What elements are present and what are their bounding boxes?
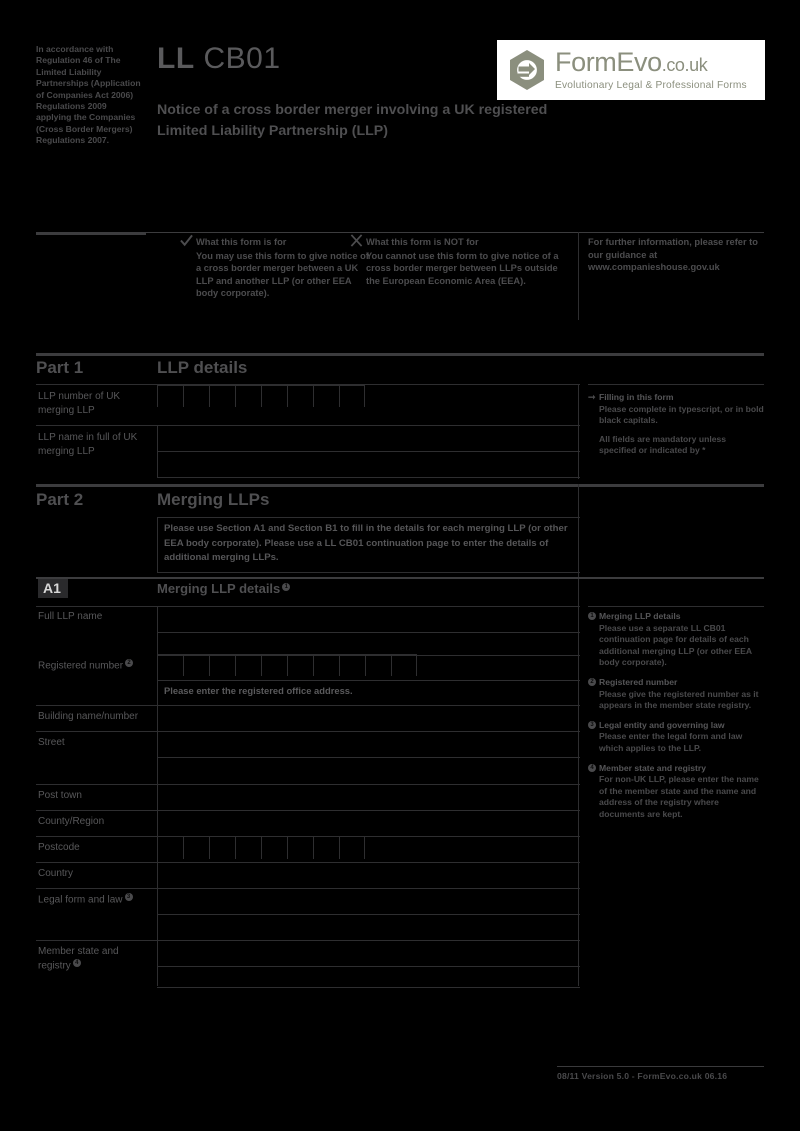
part2-label: Part 2 [36, 490, 84, 509]
llp-number-box[interactable] [261, 385, 287, 407]
field-label-building: Building name/number [38, 711, 139, 722]
part1-row2-rule [36, 425, 580, 426]
side-note-body: For non-UK LLP, please enter the name of the member state and the name and address of the registry where documents are kept. [599, 774, 759, 819]
arrow-right-icon: ➞ [588, 392, 596, 402]
footnote-number-1: 1 [588, 612, 596, 620]
field-label-registered-number: Registered number 2 [38, 659, 133, 673]
field-label-llp-name: LLP name in full of UK merging LLP [38, 432, 138, 457]
llp-number-box[interactable] [313, 385, 339, 407]
logo-tld: .co.uk [661, 55, 708, 75]
postcode-box[interactable] [261, 837, 287, 859]
registered-number-box[interactable] [235, 654, 261, 676]
footnote-marker-1: 1 [282, 583, 290, 591]
side-note-legal-entity [588, 720, 764, 755]
field-label-country: Country [38, 868, 74, 879]
field-label-llp-number: LLP number of UK merging LLP [38, 391, 121, 416]
full-llp-name-line-1[interactable] [157, 632, 580, 633]
part2-instruction-left-rule [157, 517, 158, 573]
section-tag-a1: A1 [38, 579, 68, 598]
registered-number-box[interactable] [157, 654, 183, 676]
part2-instruction-top-rule [157, 517, 580, 518]
logo-wordmark [555, 48, 747, 79]
a1-side-notes [588, 611, 764, 829]
part2-side-divider [578, 484, 579, 580]
info-what-for [196, 236, 372, 300]
info-what-not-for [366, 236, 566, 287]
postcode-box[interactable] [157, 837, 183, 859]
footnote-number-3: 3 [588, 721, 596, 729]
a1-row-posttown-rule [36, 784, 580, 785]
llp-number-box[interactable] [183, 385, 209, 407]
footnote-marker-4: 4 [73, 959, 81, 967]
side-note-merging-llp-details [588, 611, 764, 669]
side-note-filling-in [588, 392, 764, 457]
side-note-body2: All fields are mandatory unless specified or indicated by * [599, 433, 727, 456]
llp-name-line-2[interactable] [157, 477, 580, 478]
legal-form-line-2[interactable] [157, 914, 580, 915]
formevo-hexagon-icon [505, 48, 549, 92]
info-band-accent-rule [36, 232, 146, 235]
logo-tagline: Evolutionary Legal & Professional Forms [555, 80, 747, 91]
street-line-2[interactable] [157, 757, 580, 758]
a1-row-county-rule [36, 810, 580, 811]
part1-side-note [588, 392, 764, 465]
part2-instruction: Please use Section A1 and Section B1 to fill in the details for each merging LLP (or other EEA body corporate). Please use a LL CB01 continuation page to enter the details of additional merging LLPs. [164, 523, 568, 563]
registered-number-box[interactable] [287, 654, 313, 676]
field-label-county-region: County/Region [38, 816, 105, 827]
part2-title: Merging LLPs [157, 490, 270, 509]
llp-name-line-1[interactable] [157, 451, 580, 452]
field-label-postcode: Postcode [38, 842, 80, 853]
side-note-heading: Merging LLP details [599, 611, 681, 621]
postcode-box[interactable] [339, 837, 365, 859]
part2-instruction-bottom-rule [157, 572, 580, 573]
logo-name: FormEvo [555, 47, 662, 77]
registered-number-box[interactable] [365, 654, 391, 676]
page-title: Notice of a cross border merger involving a UK registered Limited Liability Partnership (LLP) [157, 102, 548, 139]
side-note-heading: Filling in this form [599, 392, 674, 402]
footnote-marker-2: 2 [125, 659, 133, 667]
form-code-number: CB01 [203, 42, 281, 75]
accordance-note: In accordance with Regulation 46 of The Limited Liability Partnerships (Application of Companies Act 2006) Regulations 2009 applying the Companies (Cross Border Mergers) Regulations 2007. [36, 44, 141, 146]
info-what-not-for-heading: What this form is NOT for [366, 237, 479, 247]
a1-side-rule [588, 606, 764, 607]
a1-side-divider [578, 580, 579, 986]
footnote-number-2: 2 [588, 678, 596, 686]
tick-icon [180, 234, 193, 247]
postcode-box[interactable] [287, 837, 313, 859]
llp-number-boxes[interactable] [157, 385, 365, 407]
info-what-for-heading: What this form is for [196, 237, 287, 247]
registered-number-box[interactable] [183, 654, 209, 676]
postcode-box[interactable] [209, 837, 235, 859]
field-label-legal-form: Legal form and law 3 [38, 893, 150, 907]
cross-icon [350, 234, 363, 247]
llp-number-box[interactable] [209, 385, 235, 407]
logo-text-group [555, 48, 747, 92]
part1-side-divider [578, 384, 579, 479]
registered-number-box[interactable] [209, 654, 235, 676]
part1-title: LLP details [157, 358, 248, 377]
registered-number-box[interactable] [391, 654, 417, 676]
postcode-boxes[interactable] [157, 837, 365, 859]
part1-top-rule [36, 353, 764, 356]
registered-number-box[interactable] [339, 654, 365, 676]
side-note-heading: Member state and registry [599, 762, 706, 773]
registered-number-box[interactable] [261, 654, 287, 676]
side-note-body: Please enter the legal form and law which applies to the LLP. [599, 731, 743, 753]
info-further-information [588, 236, 768, 274]
postcode-box[interactable] [235, 837, 261, 859]
part1-side-rule [588, 384, 764, 385]
a1-row-memberstate-rule [36, 940, 580, 941]
llp-number-box[interactable] [235, 385, 261, 407]
side-note-body: Please use a separate LL CB01 continuation page for details of each additional merging LLP (or other EEA body corporate). [599, 622, 752, 668]
side-note-body: Please give the registered number as it appears in the member state registry. [599, 688, 759, 711]
field-label-member-state: Member state and registry 4 [38, 946, 119, 971]
side-note-body: Please complete in typescript, or in bold black capitals. [599, 403, 764, 426]
a1-row-country-rule [36, 862, 580, 863]
side-note-heading: Legal entity and governing law [599, 719, 725, 730]
a1-row-fullname-rule [36, 606, 580, 607]
registered-number-box[interactable] [313, 654, 339, 676]
info-further-body: For further information, please refer to our guidance at www.companieshouse.gov.uk [588, 237, 758, 273]
postcode-box[interactable] [183, 837, 209, 859]
part2-top-rule [36, 484, 764, 487]
a1-row-legalform-rule [36, 888, 580, 889]
side-note-member-state [588, 763, 764, 821]
footer-rule [557, 1066, 764, 1067]
side-note-heading: Registered number [599, 676, 678, 687]
side-note-registered-number [588, 677, 764, 712]
footer-text: 08/11 Version 5.0 - FormEvo.co.uk 06.16 [557, 1071, 728, 1081]
field-label-full-llp-name: Full LLP name [38, 611, 103, 622]
member-state-line-3[interactable] [157, 987, 580, 988]
info-band-divider [578, 232, 579, 320]
form-code [157, 42, 281, 76]
a1-row-building-rule [36, 705, 580, 706]
formevo-logo [497, 40, 765, 100]
member-state-line-2[interactable] [157, 966, 580, 967]
postcode-box[interactable] [313, 837, 339, 859]
registered-number-boxes[interactable] [157, 654, 417, 676]
llp-number-box[interactable] [157, 385, 183, 407]
address-hint-top-rule [157, 680, 580, 681]
llp-number-box[interactable] [339, 385, 365, 407]
info-what-for-body: You may use this form to give notice of a cross border merger between a UK LLP and another LLP (or other EEA body corporate). [196, 250, 369, 299]
footnote-number-4: 4 [588, 764, 596, 772]
a1-top-rule [36, 577, 764, 579]
a1-row-street-rule [36, 731, 580, 732]
address-hint: Please enter the registered office address. [164, 685, 353, 696]
llp-number-box[interactable] [287, 385, 313, 407]
field-label-post-town: Post town [38, 790, 82, 801]
info-what-not-for-body: You cannot use this form to give notice of a cross border merger between LLPs outside the European Economic Area (EEA). [366, 250, 559, 286]
part1-label: Part 1 [36, 358, 84, 377]
form-code-prefix: LL [157, 42, 195, 75]
field-label-street: Street [38, 737, 65, 748]
footnote-marker-3: 3 [125, 893, 133, 901]
a1-title: Merging LLP details 1 [157, 581, 290, 596]
